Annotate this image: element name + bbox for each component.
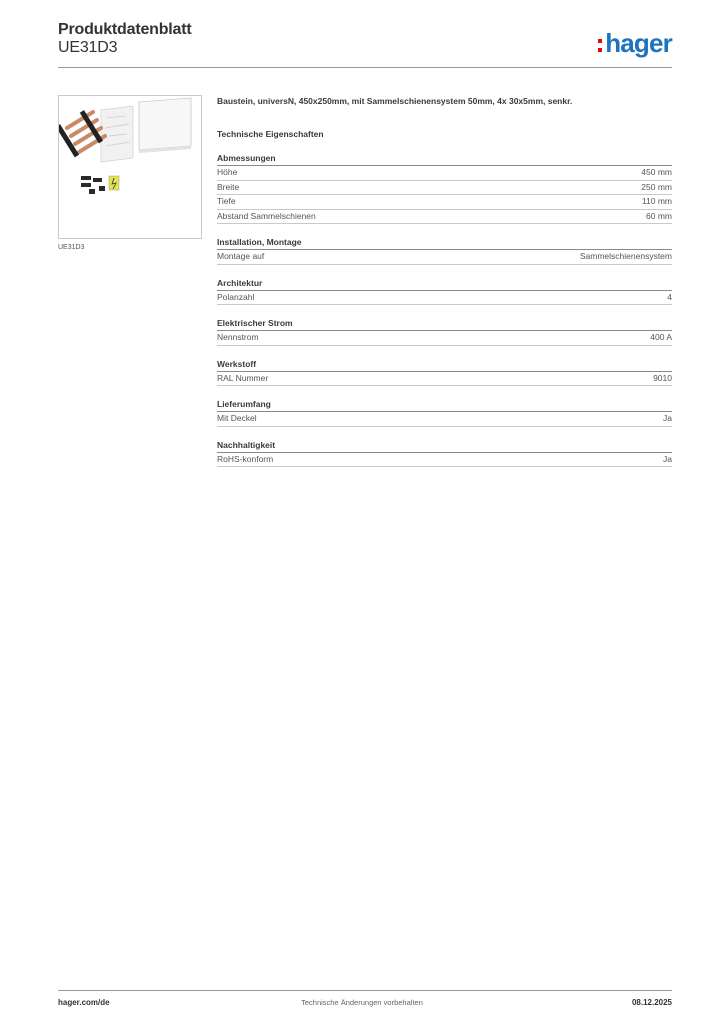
footer-date: 08.12.2025 bbox=[631, 998, 672, 1007]
property-section bbox=[217, 278, 672, 306]
footer-divider bbox=[58, 990, 672, 991]
image-caption: UE31D3 bbox=[58, 244, 85, 251]
property-value: 110 mm bbox=[641, 196, 672, 206]
section-title: Elektrischer Strom bbox=[217, 318, 672, 331]
property-value: 9010 bbox=[653, 372, 672, 383]
header-divider bbox=[58, 67, 672, 68]
footer-website: hager.com/de bbox=[58, 998, 110, 1007]
product-illustration-icon bbox=[59, 96, 201, 238]
product-details bbox=[217, 95, 672, 467]
tech-properties-heading: Technische Eigenschaften bbox=[217, 129, 324, 139]
property-value: Sammelschienensystem bbox=[579, 251, 672, 261]
property-section bbox=[217, 237, 672, 265]
property-section bbox=[217, 318, 672, 346]
property-value: 250 mm bbox=[641, 181, 672, 192]
property-label: Tiefe bbox=[217, 196, 236, 206]
property-row bbox=[217, 181, 672, 196]
property-label: Breite bbox=[217, 181, 240, 192]
section-title: Nachhaltigkeit bbox=[217, 440, 672, 453]
section-title: Werkstoff bbox=[217, 359, 672, 372]
property-row bbox=[217, 166, 672, 181]
property-value: Ja bbox=[663, 413, 672, 423]
section-title: Lieferumfang bbox=[217, 399, 672, 412]
property-label: Polanzahl bbox=[217, 291, 255, 302]
property-row bbox=[217, 250, 672, 265]
footer-notice: Technische Änderungen vorbehalten bbox=[301, 998, 423, 1007]
property-label: RoHS-konform bbox=[217, 453, 274, 464]
property-section bbox=[217, 153, 672, 224]
product-code: UE31D3 bbox=[58, 39, 118, 56]
property-label: Nennstrom bbox=[217, 332, 259, 342]
property-row bbox=[217, 331, 672, 346]
product-image bbox=[58, 95, 202, 239]
property-label: Montage auf bbox=[217, 251, 265, 261]
property-row bbox=[217, 291, 672, 306]
property-row bbox=[217, 412, 672, 427]
properties-list bbox=[217, 153, 672, 467]
property-row bbox=[217, 210, 672, 225]
property-label: Mit Deckel bbox=[217, 413, 257, 423]
property-label: RAL Nummer bbox=[217, 372, 269, 383]
property-value: 400 A bbox=[650, 332, 672, 342]
hager-logo bbox=[598, 28, 672, 59]
property-row bbox=[217, 372, 672, 387]
logo-text: hager bbox=[605, 28, 672, 58]
property-label: Höhe bbox=[217, 167, 238, 177]
section-title: Abmessungen bbox=[217, 153, 672, 166]
property-section bbox=[217, 399, 672, 427]
property-label: Abstand Sammelschienen bbox=[217, 210, 316, 221]
product-description: Baustein, universN, 450x250mm, mit Sammelschienensystem 50mm, 4x 30x5mm, senkr. bbox=[217, 96, 573, 106]
property-value: Ja bbox=[663, 453, 672, 464]
property-row bbox=[217, 195, 672, 210]
section-title: Architektur bbox=[217, 278, 672, 291]
page-title: Produktdatenblatt bbox=[58, 21, 192, 38]
property-value: 60 mm bbox=[646, 210, 672, 221]
property-section bbox=[217, 440, 672, 468]
property-value: 4 bbox=[667, 291, 672, 302]
property-section bbox=[217, 359, 672, 387]
property-value: 450 mm bbox=[641, 167, 672, 177]
section-title: Installation, Montage bbox=[217, 237, 672, 250]
logo-colon-icon bbox=[598, 39, 602, 52]
property-row bbox=[217, 453, 672, 468]
